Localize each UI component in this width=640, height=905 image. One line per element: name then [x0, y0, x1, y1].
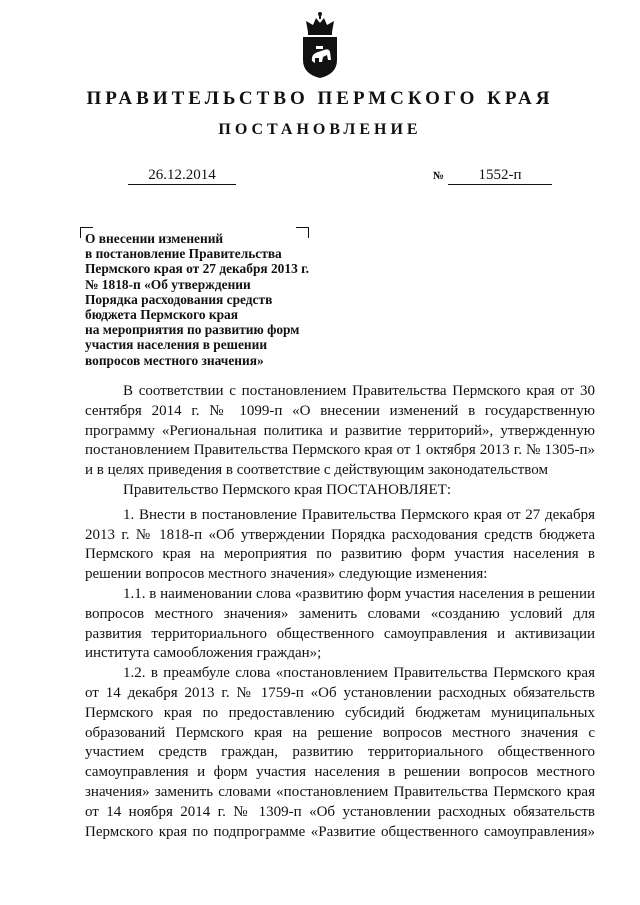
coat-of-arms-icon [296, 8, 344, 80]
clause-1-paragraph: 1. Внести в постановление Правительства Пермского края от 27 декабря 2013 г. № 1818-п «Об утверждении Порядка расходования средств бюджета Пермского края на мероприятия по развитию форм участия населения в решении вопросов местного значения» следующие изменения: [85, 506, 595, 583]
document-type: ПОСТАНОВЛЕНИЕ [218, 121, 422, 138]
subject-line: участия населения в решении [85, 337, 268, 353]
government-title: ПРАВИТЕЛЬСТВО ПЕРМСКОГО КРАЯ [86, 88, 554, 109]
subject-line: на мероприятия по развитию форм [85, 322, 300, 338]
number-sign: № [433, 170, 445, 182]
subject-line: бюджета Пермского края [85, 307, 238, 323]
subject-line: О внесении изменений [85, 231, 224, 246]
document-body [85, 382, 595, 842]
subject-line: № 1818-п «Об утверждении [85, 276, 251, 292]
subject-line: Порядка расходования средств [85, 291, 273, 307]
preamble-paragraph: В соответствии с постановлением Правительства Пермского края от 30 сентября 2014 г. № 1099-п «О внесении изменений в государственную программу «Региональная политика и развитие территорий», утвержденную постановлением Правительства Пермского края от 1 октября 2013 г. № 1305-п» и в целях приведения в соответствие с действующим законодательством [85, 383, 595, 479]
subject-line: вопросов местного значения» [85, 352, 264, 368]
subject-line: Пермского края от 27 декабря 2013 г. [85, 261, 310, 277]
clause-1-2-paragraph: 1.2. в преамбуле слова «постановлением Правительства Пермского края от 14 декабря 2013 г. № 1759-п «Об установлении расходных обязательств Пермского края по предоставлению субсидий бюджетам муниципальных образований Пермского края на решение вопросов местного значения с участием средств граждан, развитию территориального общественного самоуправления и форм участия населения в решении вопросов местного значения» заменить словами «постановлением Правительства Пермского края от 14 ноября 2014 г. № 1309-п «Об установлении расходных обязательств Пермского края по подпрограмме «Развитие общественного самоуправления» [85, 665, 595, 840]
resolution-paragraph: Правительство Пермского края ПОСТАНОВЛЯЕТ: [123, 481, 452, 498]
document-number: 1552-п [448, 166, 552, 185]
document-subject [85, 231, 385, 368]
clause-1-1-paragraph: 1.1. в наименовании слова «развитию форм участия населения в решении вопросов местного значения» заменить словами «созданию условий для развития территориального общественного самоуправления и активизации института самообложения граждан»; [85, 585, 595, 662]
subject-line: в постановление Правительства [85, 246, 282, 262]
document-date: 26.12.2014 [128, 166, 236, 185]
